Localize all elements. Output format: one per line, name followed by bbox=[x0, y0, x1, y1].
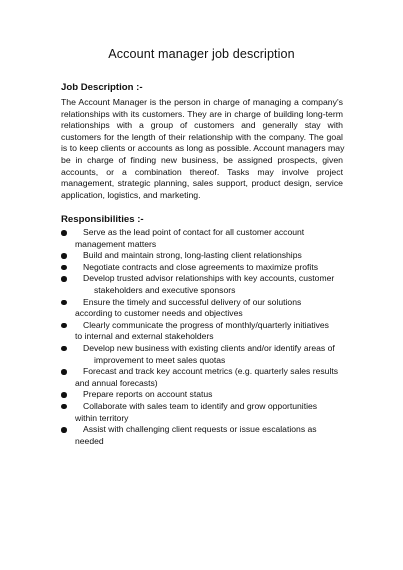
paragraph-line: management, strategic planning, sales support, product design, service bbox=[61, 178, 343, 189]
paragraph-line: application, logistics, and marketing. bbox=[61, 189, 201, 200]
list-item bbox=[61, 250, 351, 262]
responsibilities-list bbox=[61, 227, 351, 447]
paragraph-line: be in charge of finding new business, be assigned prospects, given bbox=[61, 154, 343, 165]
list-item-text: Forecast and track key account metrics (e.g. quarterly sales results bbox=[83, 366, 339, 377]
list-item bbox=[61, 273, 351, 296]
list-item-text: Negotiate contracts and close agreements to maximize profits bbox=[83, 261, 319, 272]
paragraph-line: relationships with a group of customers and generally stay with bbox=[61, 120, 343, 131]
list-item-continuation: within territory bbox=[75, 412, 129, 423]
bullet-icon bbox=[61, 369, 67, 375]
paragraph-line: The Account Manager is the person in charge of managing a company's bbox=[61, 97, 343, 107]
list-item-text: Develop trusted advisor relationships with key accounts, customer bbox=[83, 273, 335, 284]
list-item-continuation: improvement to meet sales quotas bbox=[94, 354, 226, 365]
bullet-icon bbox=[61, 392, 67, 398]
paragraph-line: accounts, or a combination thereof. Tasks may involve project bbox=[61, 166, 343, 177]
bullet-icon bbox=[61, 276, 67, 282]
list-item-text: Collaborate with sales team to identify and grow opportunities bbox=[83, 400, 318, 411]
list-item bbox=[61, 366, 351, 389]
list-item-continuation: stakeholders and executive sponsors bbox=[94, 284, 236, 295]
list-item-text: Assist with challenging client requests or issue escalations as bbox=[83, 424, 317, 435]
list-item-text: Prepare reports on account status bbox=[83, 389, 213, 400]
bullet-icon bbox=[61, 323, 67, 329]
list-item bbox=[61, 262, 351, 274]
responsibilities-heading: Responsibilities :- bbox=[61, 214, 144, 225]
list-item-continuation: and annual forecasts) bbox=[75, 377, 158, 388]
list-item bbox=[61, 424, 351, 447]
paragraph-line: is to keep clients or accounts as long as possible. Account managers may bbox=[61, 143, 345, 154]
bullet-icon bbox=[61, 346, 67, 352]
bullet-icon bbox=[61, 427, 67, 433]
list-item-text: Ensure the timely and successful delivery of our solutions bbox=[83, 296, 302, 307]
paragraph-line: customers for the length of their relationship with the company. The goal bbox=[61, 131, 343, 142]
list-item bbox=[61, 401, 351, 424]
list-item-text: Serve as the lead point of contact for all customer account bbox=[83, 227, 305, 237]
list-item-text: Clearly communicate the progress of monthly/quarterly initiatives bbox=[83, 319, 329, 330]
list-item bbox=[61, 389, 351, 401]
list-item bbox=[61, 343, 351, 366]
bullet-icon bbox=[61, 230, 67, 236]
paragraph-line: relationships with its customers. They are in charge of building long-term bbox=[61, 108, 343, 119]
list-item bbox=[61, 297, 351, 320]
list-item-text: Build and maintain strong, long-lasting client relationships bbox=[83, 250, 302, 261]
bullet-icon bbox=[61, 300, 67, 306]
document-title: Account manager job description bbox=[108, 47, 295, 61]
list-item-text: Develop new business with existing clients and/or identify areas of bbox=[83, 342, 335, 353]
bullet-icon bbox=[61, 265, 67, 271]
list-item bbox=[61, 320, 351, 343]
job-description-heading: Job Description :- bbox=[61, 82, 143, 93]
list-item-continuation: management matters bbox=[75, 238, 157, 249]
list-item-continuation: needed bbox=[75, 435, 104, 446]
job-description-paragraph bbox=[61, 97, 343, 201]
bullet-icon bbox=[61, 253, 67, 259]
list-item bbox=[61, 227, 351, 250]
list-item-continuation: to internal and external stakeholders bbox=[75, 331, 214, 342]
list-item-continuation: according to customer needs and objectives bbox=[75, 308, 243, 319]
bullet-icon bbox=[61, 404, 67, 410]
